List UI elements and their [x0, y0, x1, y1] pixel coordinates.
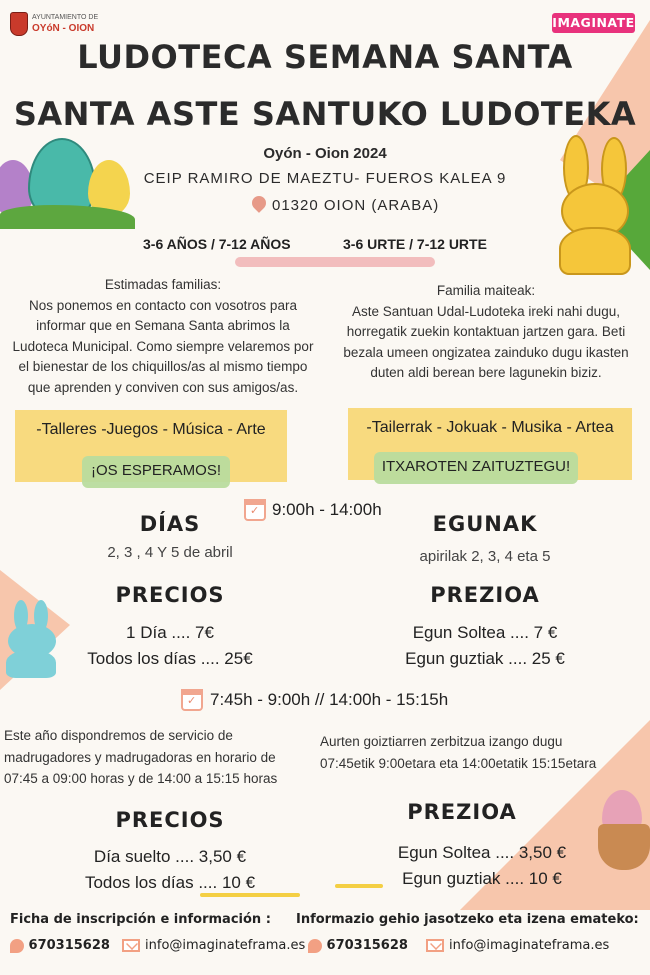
early-es-line: 07:45 a 09:00 horas y de 14:00 a 15:15 horas: [4, 771, 278, 786]
wait-spanish: ¡OS ESPERAMOS!: [90, 462, 222, 479]
activities-basque: -Tailerrak - Jokuak - Musika - Artea: [366, 419, 614, 436]
early-eu-line: Aurten goiztiarren zerbitzua izango dugu: [320, 734, 563, 749]
activities-spanish: -Talleres -Juegos - Música - Arte: [36, 421, 266, 438]
intro-es-line: el bienestar de los chiquillos/as al mismo tiempo: [18, 359, 308, 374]
phone-link[interactable]: 670315628: [326, 938, 408, 953]
intro-eu-line: Familia maiteak:: [436, 283, 536, 298]
location-pin-icon: [249, 193, 269, 213]
ages-spanish: 3-6 AÑOS / 7-12 AÑOS: [143, 236, 291, 252]
intro-es-line: Estimadas familias:: [104, 277, 222, 292]
early-service-basque: [320, 731, 640, 774]
title-basque: SANTA ASTE SANTUKO LUDOTEKA: [13, 95, 637, 133]
email-link[interactable]: info@imaginateframa.es: [145, 938, 306, 953]
prices-heading-basque: PREZIOA: [430, 583, 540, 607]
intro-eu-line: Aste Santuan Udal-Ludoteka ireki nahi dugu,: [352, 303, 620, 319]
intro-es-line: Ludoteca Municipal. Como siempre velaremos por: [12, 338, 314, 354]
price-spanish-1: 1 Día .... 7€: [126, 623, 214, 642]
basket-icon: [598, 824, 650, 870]
prices2-heading-spanish: PRECIOS: [115, 808, 225, 832]
imaginate-badge: IMAGINATE: [552, 13, 635, 33]
intro-es-line: informar que en Semana Santa abrimos la: [36, 318, 290, 333]
logo-line2: OYóN - OION: [32, 23, 95, 34]
mail-icon: [122, 939, 140, 952]
price2-spanish-2: Todos los días .... 10 €: [84, 873, 256, 892]
main-hours: 9:00h - 14:00h: [272, 500, 382, 519]
early-service-spanish: [4, 725, 314, 790]
price2-basque-2: Egun guztiak .... 10 €: [402, 869, 562, 888]
prices2-heading-basque: PREZIOA: [407, 800, 517, 824]
extra-hours: 7:45h - 9:00h // 14:00h - 15:15h: [210, 690, 449, 709]
blue-bunny-body-icon: [6, 650, 56, 678]
days-heading-spanish: DÍAS: [139, 512, 201, 536]
egg-basket-decoration: [598, 790, 650, 875]
days-spanish: 2, 3 , 4 Y 5 de abril: [107, 544, 233, 561]
price-basque-2: Egun guztiak .... 25 €: [405, 649, 565, 668]
contact-label-spanish: Ficha de inscripción e información :: [10, 912, 271, 927]
intro-basque: [330, 281, 642, 384]
blue-bunny-decoration: [4, 600, 60, 680]
title-spanish: LUDOTECA SEMANA SANTA: [77, 38, 573, 76]
early-eu-line: 07:45etik 9:00etara eta 14:00etatik 15:15etara: [320, 755, 597, 771]
bunny-body-icon: [559, 227, 631, 275]
school-address: CEIP RAMIRO DE MAEZTU- FUEROS KALEA 9: [143, 170, 507, 187]
shield-icon: [10, 12, 28, 36]
intro-es-line: que aprenden y conviven con sus amigos/as.: [27, 379, 299, 395]
municipal-logo: [10, 12, 120, 38]
mail-icon: [426, 939, 444, 952]
ages-underline: [235, 257, 435, 267]
place-year: Oyón - Oion 2024: [263, 145, 387, 162]
postal-address: 01320 OION (ARABA): [272, 197, 440, 214]
early-es-line: Este año dispondremos de servicio de: [4, 728, 233, 743]
intro-eu-line: duten aldi berean bere lagunekin biziz.: [370, 365, 602, 380]
phone-icon: [10, 939, 24, 953]
contact-row-spanish: [10, 938, 305, 953]
days-basque: apirilak 2, 3, 4 eta 5: [419, 548, 551, 565]
wait-basque: ITXAROTEN ZAITUZTEGU!: [381, 458, 571, 475]
intro-spanish: [8, 275, 318, 398]
phone-icon: [308, 939, 322, 953]
email-link[interactable]: info@imaginateframa.es: [449, 938, 610, 953]
price2-basque-1: Egun Soltea .... 3,50 €: [397, 843, 567, 862]
price-underline-right: [335, 884, 383, 888]
days-heading-basque: EGUNAK: [432, 512, 538, 536]
intro-eu-line: horregatik zuekin kontaktuan jartzen gara. Beti: [346, 324, 626, 339]
price-spanish-2: Todos los días .... 25€: [87, 649, 253, 668]
calendar-icon-2: [181, 689, 203, 711]
contact-label-basque: Informazio gehio jasotzeko eta izena emateko:: [296, 912, 639, 927]
intro-es-line: Nos ponemos en contacto con vosotros para: [29, 297, 297, 313]
price-basque-1: Egun Soltea .... 7 €: [412, 623, 558, 642]
early-es-line: madrugadores y madrugadoras en horario de: [4, 749, 276, 765]
phone-link[interactable]: 670315628: [28, 938, 110, 953]
price2-spanish-1: Día suelto .... 3,50 €: [93, 847, 247, 866]
ages-basque: 3-6 URTE / 7-12 URTE: [343, 236, 487, 252]
price-underline-left: [200, 893, 300, 897]
prices-heading-spanish: PRECIOS: [115, 583, 225, 607]
intro-eu-line: bezala umeen ongizatea zainduko dugu ikasten: [343, 344, 629, 360]
logo-line1: AYUNTAMIENTO DE: [32, 14, 99, 21]
contact-row-basque: [308, 938, 609, 953]
